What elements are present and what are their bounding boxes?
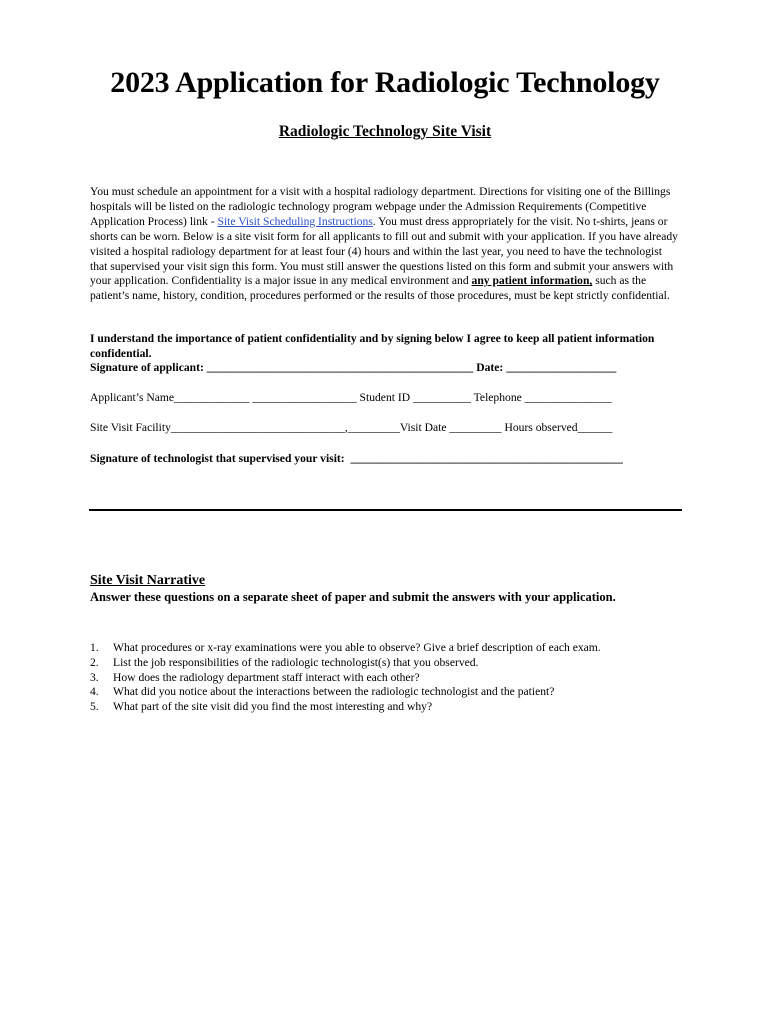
question-list [90, 641, 690, 715]
narrative-heading: Site Visit Narrative [90, 573, 206, 588]
question-text: How does the radiology department staff interact with each other? [113, 670, 420, 684]
document-subtitle [0, 123, 770, 141]
question-number: 3. [90, 670, 99, 684]
intro-text-part2: . You must dress appropriately for the visit. No t-shirts, jeans or shorts can be worn. Below is a site visit form for all applicants to fill out and submit with your application. If you have already visited a hospital radiology department for at least four (4) hours and within the last year, you need to have the technologist that supervised your visit sign this form. You must still answer the questions listed on this form and submit your answers with your application. Confidentiality is a major issue in any medical environment and [90, 214, 678, 288]
intro-text-part3: such as the patient’s name, history, condition, procedures performed or the results of those procedures, must be kept strictly confidential. [90, 274, 670, 303]
applicant-info-line[interactable]: Applicant’s Name_____________ __________________ Student ID __________ Telephone _______________ [90, 391, 612, 404]
question-text: What procedures or x-ray examinations were you able to observe? Give a brief description of each exam. [113, 641, 601, 654]
question-number: 5. [90, 700, 99, 714]
question-number: 1. [90, 641, 99, 654]
list-item [90, 671, 690, 686]
document-title: 2023 Application for Radiologic Technology [110, 66, 660, 99]
section-divider [89, 509, 682, 511]
confidentiality-block [90, 332, 690, 376]
facility-info-line[interactable]: Site Visit Facility______________________________,_________Visit Date _________ Hours observed______ [90, 421, 613, 434]
applicant-signature-line[interactable]: Signature of applicant: ______________________________________________ Date: ___________________ [90, 361, 617, 375]
question-text: List the job responsibilities of the radiologic technologist(s) that you observed. [113, 655, 479, 669]
subtitle-text: Radiologic Technology Site Visit [278, 123, 492, 140]
question-number: 2. [90, 655, 99, 669]
intro-paragraph [90, 185, 682, 304]
list-item [90, 641, 690, 656]
list-item [90, 685, 690, 700]
technologist-signature-line[interactable]: Signature of technologist that supervised your visit: _______________________________________________ [90, 452, 623, 465]
intro-text-part1: You must schedule an appointment for a visit with a hospital radiology department. Directions for visiting one of the Billings hospitals will be listed on the radiologic technology program webpage under the Admission Requirements (Competitive Application Process) link - [90, 185, 671, 228]
list-item [90, 656, 690, 671]
question-text: What did you notice about the interactions between the radiologic technologist and the patient? [113, 685, 555, 699]
site-visit-instructions-link[interactable]: Site Visit Scheduling Instructions [217, 214, 373, 228]
list-item [90, 700, 690, 715]
question-text: What part of the site visit did you find the most interesting and why? [113, 700, 433, 714]
patient-information-emphasis: any patient information, [471, 274, 593, 288]
confidentiality-statement: I understand the importance of patient confidentiality and by signing below I agree to keep all patient information confidential. [90, 332, 655, 360]
narrative-instruction: Answer these questions on a separate sheet of paper and submit the answers with your application. [90, 590, 616, 604]
question-number: 4. [90, 685, 99, 699]
